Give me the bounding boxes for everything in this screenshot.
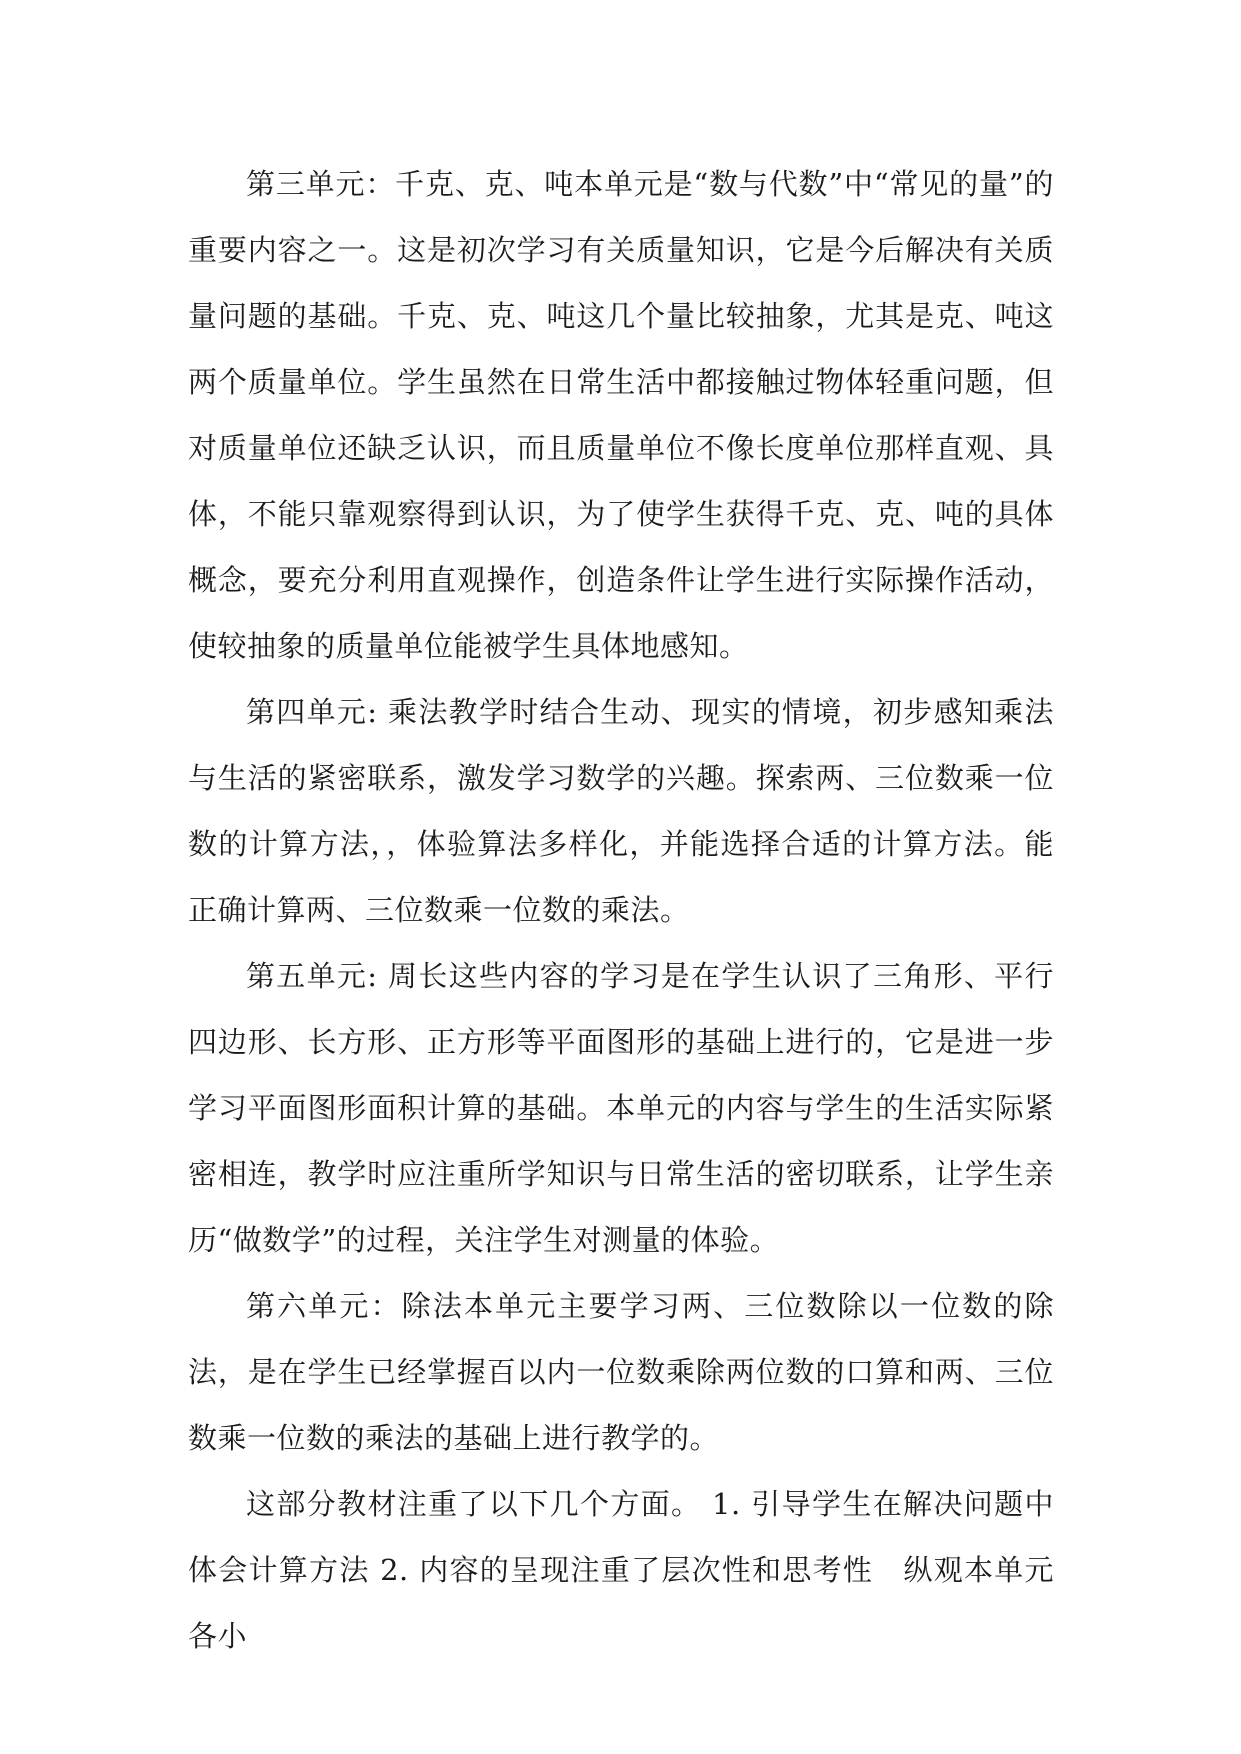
document-body: [188, 151, 1054, 1669]
paragraph-unit-6: 第六单元：除法本单元主要学习两、三位数除以一位数的除法，是在学生已经掌握百以内一位数乘除两位数的口算和两、三位数乘一位数的乘法的基础上进行教学的。: [188, 1289, 1054, 1455]
paragraph-unit-4: 第四单元: 乘法教学时结合生动、现实的情境，初步感知乘法与生活的紧密联系，激发学习数学的兴趣。探索两、三位数乘一位数的计算方法，，体验算法多样化，并能选择合适的计算方法。能正确计算两、三位数乘一位数的乘法。: [188, 695, 1054, 927]
paragraph-unit-5: 第五单元: 周长这些内容的学习是在学生认识了三角形、平行四边形、长方形、正方形等平面图形的基础上进行的，它是进一步学习平面图形面积计算的基础。本单元的内容与学生的生活实际紧密相连，教学时应注重所学知识与日常生活的密切联系，让学生亲历“做数学”的过程，关注学生对测量的体验。: [188, 959, 1054, 1257]
paragraph-unit-3: 第三单元：千克、克、吨本单元是“数与代数”中“常见的量”的重要内容之一。这是初次学习有关质量知识，它是今后解决有关质量问题的基础。千克、克、吨这几个量比较抽象，尤其是克、吨这两个质量单位。学生虽然在日常生活中都接触过物体轻重问题，但对质量单位还缺乏认识，而且质量单位不像长度单位那样直观、具体，不能只靠观察得到认识，为了使学生获得千克、克、吨的具体概念，要充分利用直观操作，创造条件让学生进行实际操作活动，使较抽象的质量单位能被学生具体地感知。: [188, 167, 1054, 663]
paragraph-textbook-focus: 这部分教材注重了以下几个方面。 1. 引导学生在解决问题中体会计算方法 2. 内容的呈现注重了层次性和思考性 纵观本单元各小: [188, 1487, 1054, 1653]
